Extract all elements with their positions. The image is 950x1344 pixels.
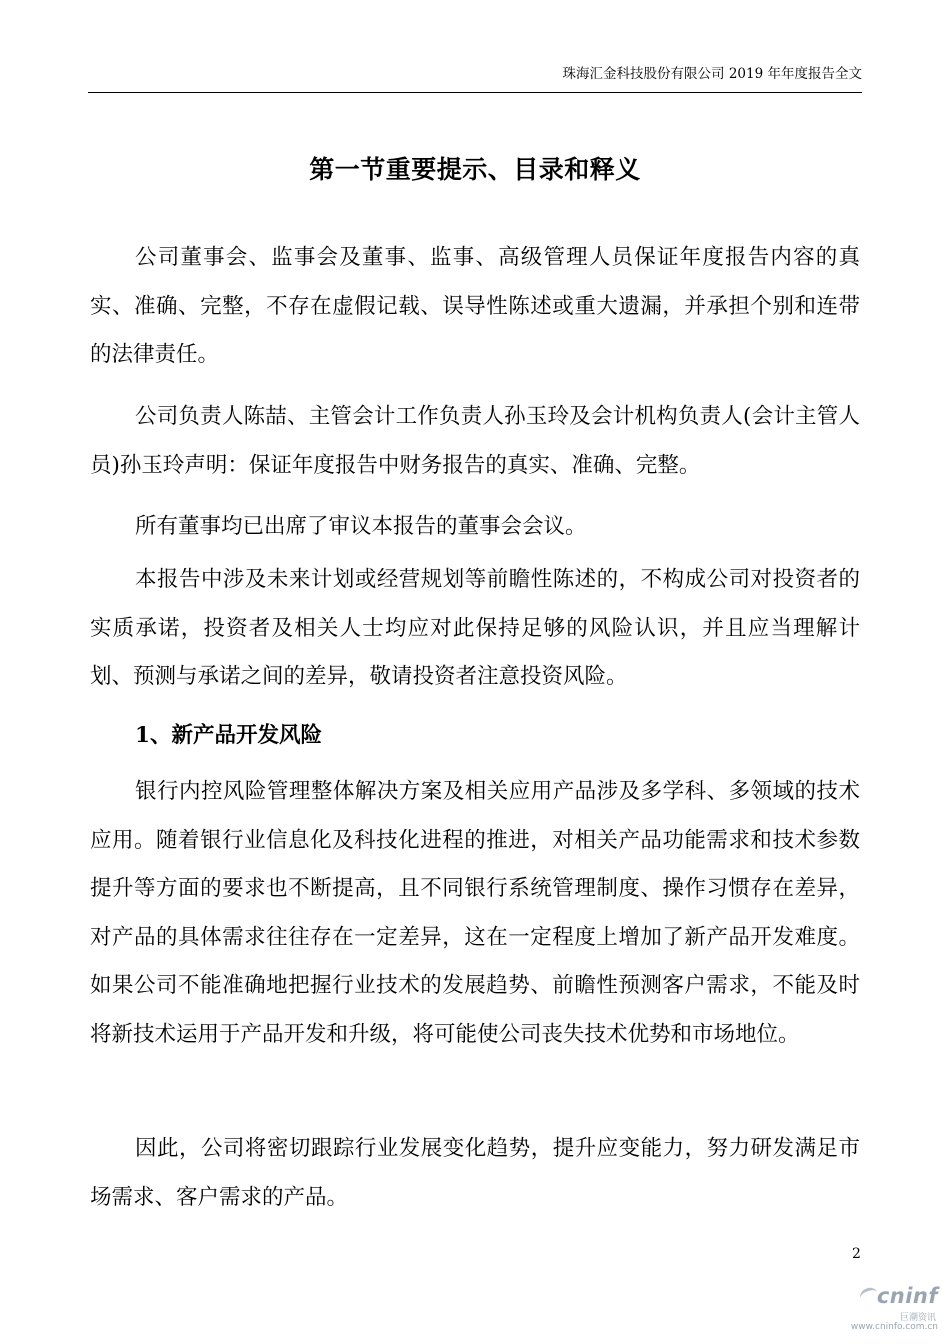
paragraph-forward-looking: 本报告中涉及未来计划或经营规划等前瞻性陈述的，不构成公司对投资者的实质承诺，投资者及相关人士均应对此保持足够的风险认识，并且应当理解计划、预测与承诺之间的差异，敬请投资者注意投资风险。 bbox=[90, 567, 860, 689]
page-header bbox=[88, 62, 862, 93]
cninfo-watermark bbox=[840, 1280, 940, 1336]
paragraph-product-risk: 银行内控风险管理整体解决方案及相关应用产品涉及多学科、多领域的技术应用。随着银行业信息化及科技化进程的推进，对相关产品功能需求和技术参数提升等方面的要求也不断提高，且不同银行系统管理制度、操作习惯存在差异，对产品的具体需求往往存在一定差异，这在一定程度上增加了新产品开发难度。如果公司不能准确地把握行业技术的发展趋势、前瞻性预测客户需求，不能及时将新技术运用于产品开发和升级，将可能使公司丧失技术优势和市场地位。 bbox=[90, 779, 860, 1047]
risk-heading: 1、新产品开发风险 bbox=[135, 723, 322, 748]
header-title: 珠海汇金科技股份有限公司 2019 年年度报告全文 bbox=[562, 66, 862, 82]
paragraph-declaration: 公司负责人陈喆、主管会计工作负责人孙玉玲及会计机构负责人(会计主管人员)孙玉玲声明：保证年度报告中财务报告的真实、准确、完整。 bbox=[90, 404, 860, 478]
paragraph-responsibility: 公司董事会、监事会及董事、监事、高级管理人员保证年度报告内容的真实、准确、完整，不存在虚假记载、误导性陈述或重大遗漏，并承担个别和连带的法律责任。 bbox=[90, 245, 860, 367]
watermark-chinese: 巨潮资讯 bbox=[899, 1313, 936, 1323]
paragraph-response: 因此，公司将密切跟踪行业发展变化趋势，提升应变能力，努力研发满足市场需求、客户需求的产品。 bbox=[90, 1136, 860, 1210]
section-title: 第一节重要提示、目录和释义 bbox=[309, 155, 641, 184]
page-number: 2 bbox=[852, 1246, 861, 1262]
watermark-logo: cninf bbox=[876, 1284, 938, 1308]
paragraph-board-attendance: 所有董事均已出席了审议本报告的董事会会议。 bbox=[135, 514, 587, 539]
watermark-url: www.cninfo.com.cn bbox=[850, 1322, 938, 1332]
